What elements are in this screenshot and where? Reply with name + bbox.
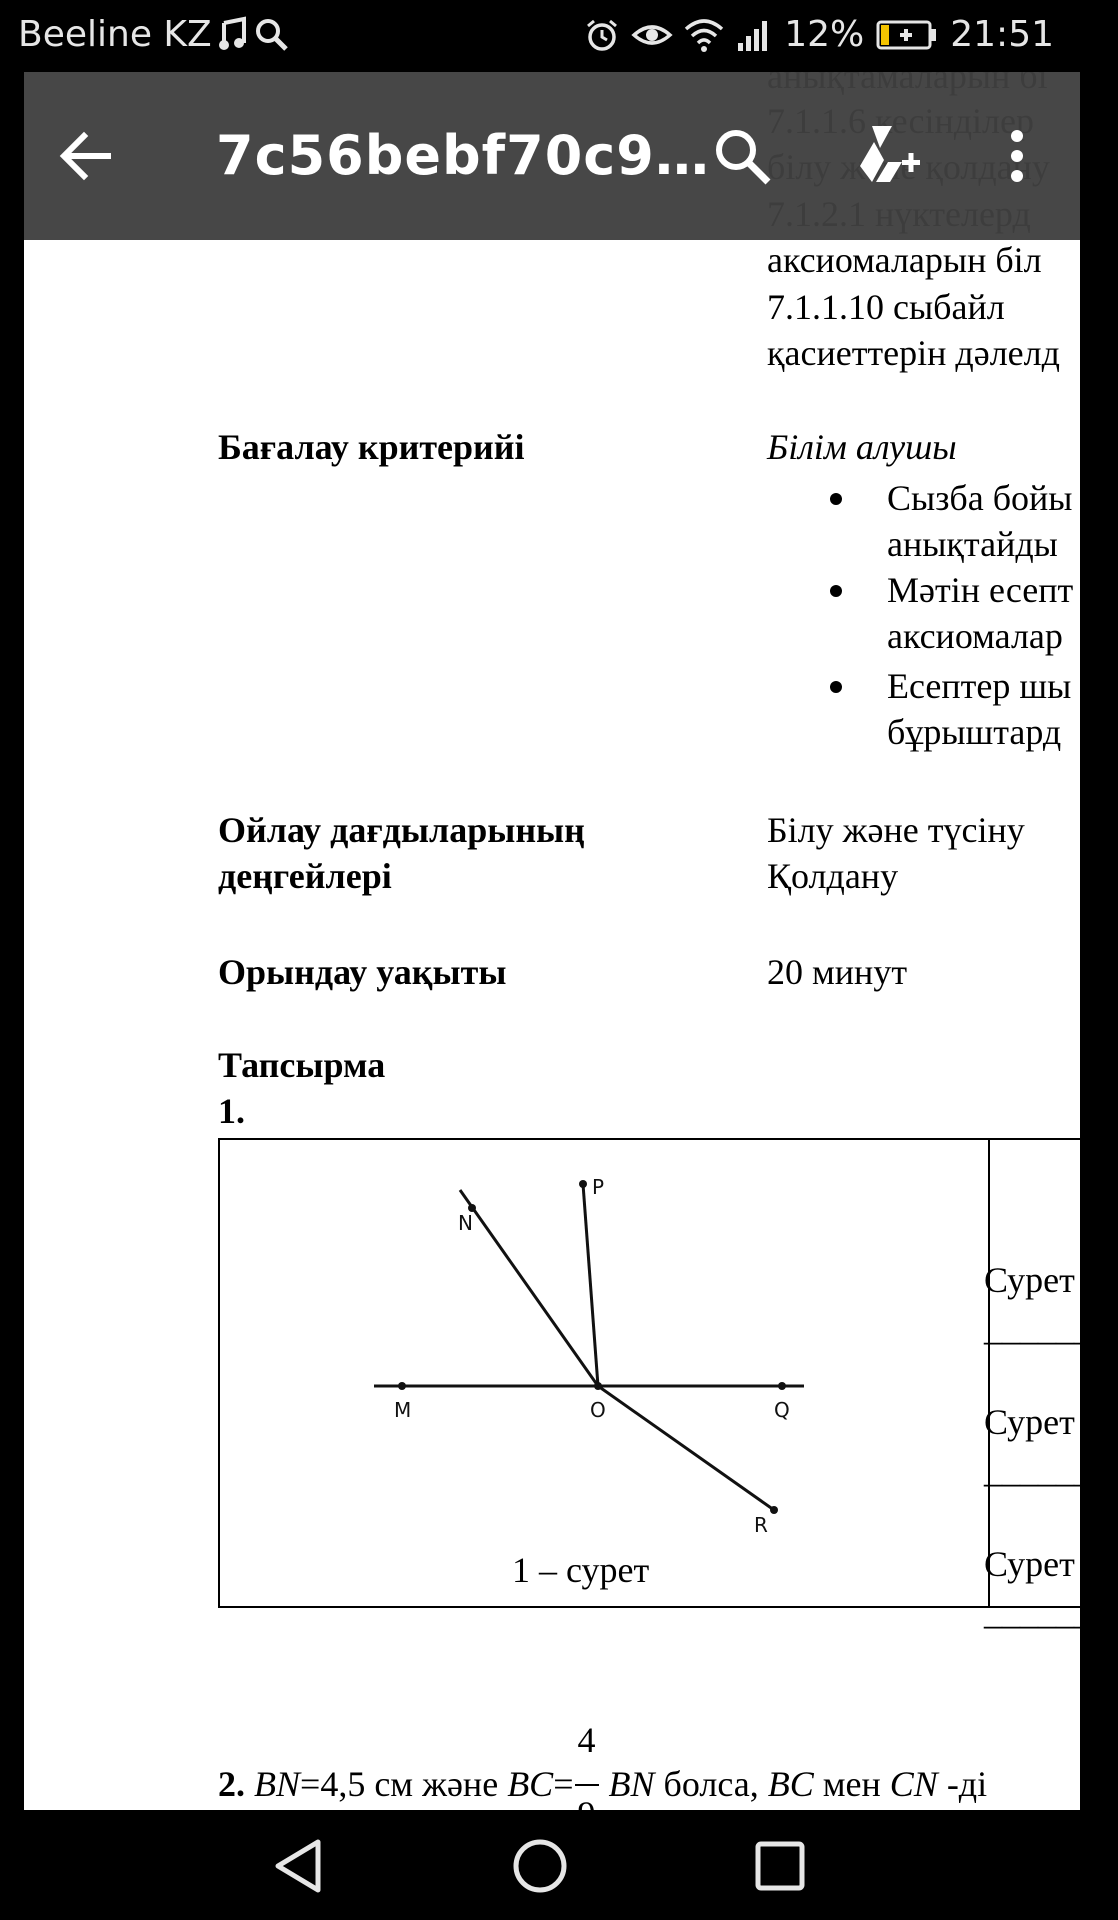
task-2-number: 2. bbox=[218, 1764, 245, 1804]
search-button[interactable] bbox=[710, 124, 774, 188]
var-bc: BC bbox=[507, 1764, 554, 1804]
bullet bbox=[830, 585, 842, 597]
figure-question: Сурет bbox=[984, 1402, 1075, 1442]
alarm-icon bbox=[584, 17, 620, 53]
wifi-icon bbox=[684, 17, 724, 53]
triangle-back-icon bbox=[270, 1836, 330, 1896]
fraction-numerator: 4 bbox=[577, 1720, 596, 1760]
criteria-item-line: Сызба бойы bbox=[887, 478, 1073, 518]
var-bn: BN bbox=[254, 1764, 301, 1804]
navigation-bar bbox=[0, 1810, 1080, 1920]
point-m bbox=[398, 1382, 406, 1390]
text-segment: болса, bbox=[654, 1764, 768, 1804]
search-icon bbox=[254, 17, 290, 53]
criteria-item-line: аксиомалар bbox=[887, 616, 1063, 656]
bullet bbox=[830, 681, 842, 693]
figure-question: Сурет bbox=[984, 1544, 1075, 1584]
objective-line: 7.1.1.10 сыбайл bbox=[767, 287, 1005, 327]
label-p: P bbox=[592, 1175, 605, 1199]
text-segment: =4,5 см және bbox=[300, 1764, 508, 1804]
objective-line: қасиеттерін дәлелд bbox=[767, 333, 1060, 373]
objective-line: аксиомаларын біл bbox=[767, 240, 1042, 280]
bullet bbox=[830, 493, 842, 505]
status-left bbox=[18, 14, 290, 55]
point-p bbox=[579, 1180, 587, 1188]
nav-recents-button[interactable] bbox=[750, 1836, 810, 1896]
var-bn: BN bbox=[608, 1764, 655, 1804]
var-cn: CN bbox=[889, 1764, 938, 1804]
time-label: Орындау уақыты bbox=[218, 952, 507, 992]
app-bar bbox=[24, 72, 1080, 240]
drive-add-icon bbox=[850, 122, 922, 190]
text-segment: -ді bbox=[937, 1764, 988, 1804]
label-r: R bbox=[754, 1513, 768, 1537]
text-segment: мен bbox=[813, 1764, 890, 1804]
label-n: N bbox=[458, 1211, 473, 1235]
task-2-line bbox=[218, 1720, 988, 1806]
var-bc: BC bbox=[767, 1764, 814, 1804]
battery-charging-icon bbox=[876, 18, 938, 52]
battery-percent: 12% bbox=[784, 14, 865, 55]
fraction-bar bbox=[575, 1784, 599, 1786]
task-label: Тапсырма bbox=[218, 1045, 386, 1085]
label-o: O bbox=[590, 1398, 606, 1422]
answer-blank: ______ bbox=[984, 1308, 1092, 1348]
more-vert-icon bbox=[1002, 124, 1032, 188]
task-number: 1. bbox=[218, 1091, 245, 1131]
ray-or bbox=[598, 1386, 774, 1510]
criteria-item-line: бұрыштард bbox=[887, 712, 1062, 752]
carrier-name: Beeline KZ bbox=[18, 14, 212, 55]
label-q: Q bbox=[774, 1398, 790, 1422]
criteria-intro: Білім алушы bbox=[767, 427, 957, 467]
more-options-button[interactable] bbox=[1002, 124, 1032, 188]
document-viewer[interactable] bbox=[24, 72, 1092, 1810]
circle-home-icon bbox=[510, 1836, 570, 1896]
add-to-drive-button[interactable] bbox=[850, 122, 922, 190]
signal-icon bbox=[736, 17, 772, 53]
figure-caption: 1 – сурет bbox=[512, 1550, 650, 1590]
back-button[interactable] bbox=[54, 124, 118, 188]
music-note-icon bbox=[218, 17, 248, 53]
text-segment: = bbox=[553, 1764, 574, 1804]
eye-icon bbox=[632, 17, 672, 53]
back-arrow-icon bbox=[54, 124, 118, 188]
figure-question: Сурет bbox=[984, 1260, 1075, 1300]
ray-on bbox=[460, 1190, 598, 1386]
nav-back-button[interactable] bbox=[270, 1836, 330, 1896]
thinking-value: Білу және түсіну bbox=[767, 810, 1025, 850]
point-q bbox=[778, 1382, 786, 1390]
time-value: 20 минут bbox=[767, 952, 908, 992]
point-r bbox=[770, 1506, 778, 1514]
document-title: 7c56bebf70c9… bbox=[216, 124, 710, 187]
criteria-item-line: анықтайды bbox=[887, 524, 1058, 564]
geometry-figure bbox=[374, 1162, 854, 1542]
search-icon bbox=[710, 124, 774, 188]
nav-home-button[interactable] bbox=[510, 1836, 570, 1896]
table-divider bbox=[988, 1138, 990, 1608]
fraction bbox=[574, 1720, 600, 1806]
answer-blank: ______ bbox=[984, 1450, 1092, 1490]
ray-op bbox=[583, 1184, 598, 1386]
criteria-item-line: Мәтін есепт bbox=[887, 570, 1074, 610]
status-right bbox=[584, 14, 1054, 55]
point-o bbox=[594, 1382, 602, 1390]
thinking-label: деңгейлері bbox=[218, 856, 392, 896]
clock: 21:51 bbox=[950, 14, 1054, 55]
thinking-label: Ойлау дағдыларының bbox=[218, 810, 585, 850]
criteria-item-line: Есептер шы bbox=[887, 666, 1072, 706]
answer-blank: ______ bbox=[984, 1592, 1092, 1632]
square-recents-icon bbox=[750, 1836, 810, 1896]
thinking-value: Қолдану bbox=[767, 856, 899, 896]
criteria-label: Бағалау критерийі bbox=[218, 427, 525, 467]
label-m: M bbox=[394, 1398, 412, 1422]
